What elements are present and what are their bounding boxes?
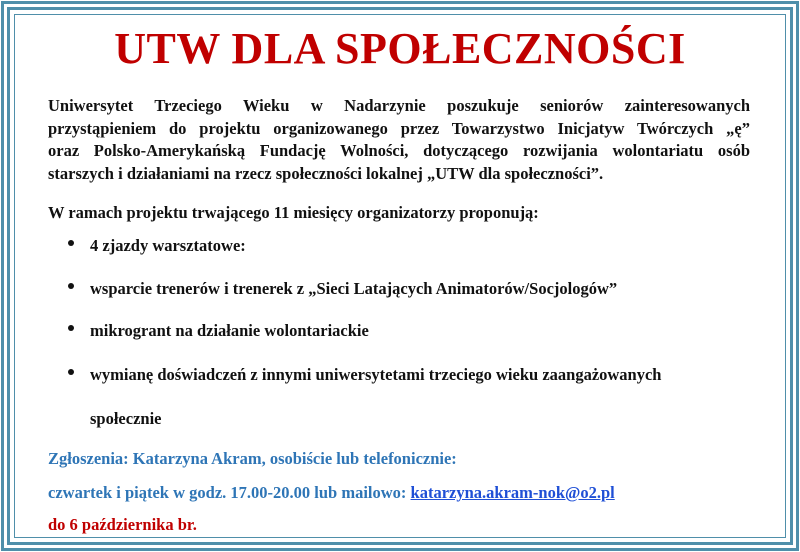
bullet-icon xyxy=(68,283,74,289)
contact-hours-line xyxy=(48,481,750,505)
list-item xyxy=(68,361,748,433)
intro-paragraph xyxy=(48,95,750,185)
list-item-text: wsparcie trenerów i trenerek z „Sieci Latających Animatorów/Socjologów” xyxy=(90,279,618,298)
contact-hours-text: czwartek i piątek w godz. 17.00-20.00 lub mailowo: xyxy=(48,483,407,502)
offer-list xyxy=(68,232,748,433)
email-link[interactable]: katarzyna.akram-nok@o2.pl xyxy=(410,483,615,502)
list-item xyxy=(68,317,748,361)
intro-line: oraz Polsko-Amerykańską Fundację Wolności, dotyczącego rozwijania wolontariatu osób xyxy=(48,141,750,160)
bullet-icon xyxy=(68,369,74,375)
intro-line: przystąpieniem do projektu organizowanego przez Towarzystwo Inicjatyw Twórczych „ę” xyxy=(48,118,750,138)
intro-line: starszych i działaniami na rzecz społeczności lokalnej „UTW dla społeczności”. xyxy=(48,163,604,183)
list-item-text: wymianę doświadczeń z innymi uniwersytetami trzeciego wieku zaangażowanych xyxy=(90,365,662,384)
list-item xyxy=(68,232,748,275)
lead-text: W ramach projektu trwającego 11 miesięcy organizatorzy proponują: xyxy=(48,203,539,222)
contact-line: Zgłoszenia: Katarzyna Akram, osobiście lub telefonicznie: xyxy=(48,449,457,468)
list-item-text: 4 zjazdy warsztatowe: xyxy=(90,236,246,255)
list-item-continuation: społecznie xyxy=(90,409,162,428)
page-title: UTW DLA SPOŁECZNOŚCI xyxy=(114,24,686,73)
bullet-icon xyxy=(68,240,74,246)
list-item xyxy=(68,275,748,317)
bullet-icon xyxy=(68,325,74,331)
list-item-text: mikrogrant na działanie wolontariackie xyxy=(90,321,369,340)
deadline-text: do 6 października br. xyxy=(48,515,197,534)
intro-line: Uniwersytet Trzeciego Wieku w Nadarzynie poszukuje seniorów zainteresowanych xyxy=(48,96,750,115)
